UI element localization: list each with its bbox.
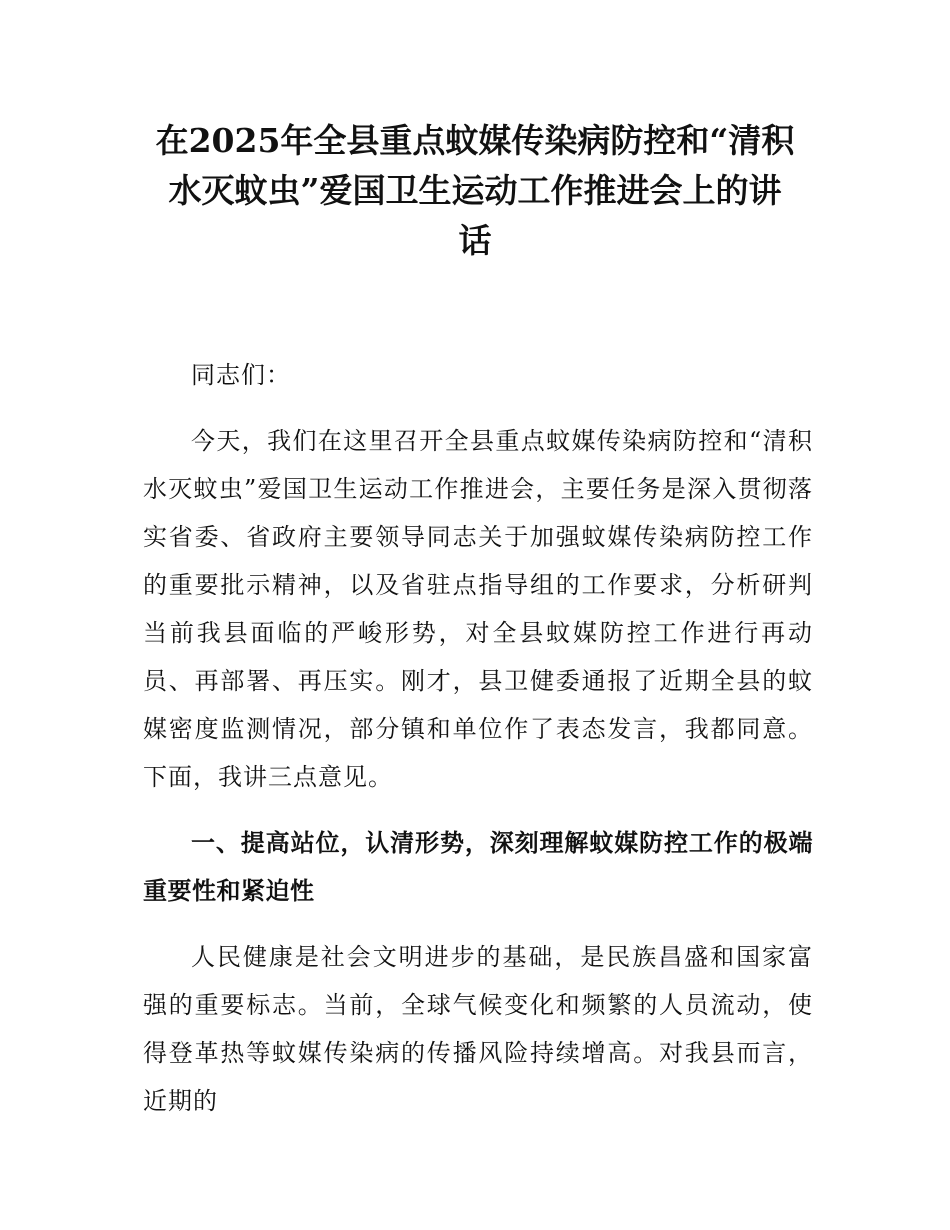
- title-line-2: 水灭蚊虫”爱国卫生运动工作推进会上的讲: [168, 171, 782, 210]
- section-1-heading: 一、提高站位，认清形势，深刻理解蚊媒防控工作的极端重要性和紧迫性: [143, 829, 813, 905]
- title-line-1: 在2025年全县重点蚊媒传染病防控和“清积: [155, 121, 795, 160]
- title-line-3: 话: [458, 221, 492, 260]
- document-title: [120, 116, 830, 266]
- salutation: 同志们：: [191, 361, 291, 389]
- document-body: [143, 351, 813, 1125]
- intro-paragraph: 今天，我们在这里召开全县重点蚊媒传染病防控和“清积水灭蚊虫”爱国卫生运动工作推进会，主要任务是深入贯彻落实省委、省政府主要领导同志关于加强蚊媒传染病防控工作的重要批示精神，以及省驻点指导组的工作要求，分析研判当前我县面临的严峻形势，对全县蚊媒防控工作进行再动员、再部署、再压实。刚才，县卫健委通报了近期全县的蚊媒密度监测情况，部分镇和单位作了表态发言，我都同意。下面，我讲三点意见。: [143, 427, 813, 791]
- section-1-paragraph: 人民健康是社会文明进步的基础，是民族昌盛和国家富强的重要标志。当前，全球气候变化和频繁的人员流动，使得登革热等蚊媒传染病的传播风险持续增高。对我县而言，近期的: [143, 943, 813, 1115]
